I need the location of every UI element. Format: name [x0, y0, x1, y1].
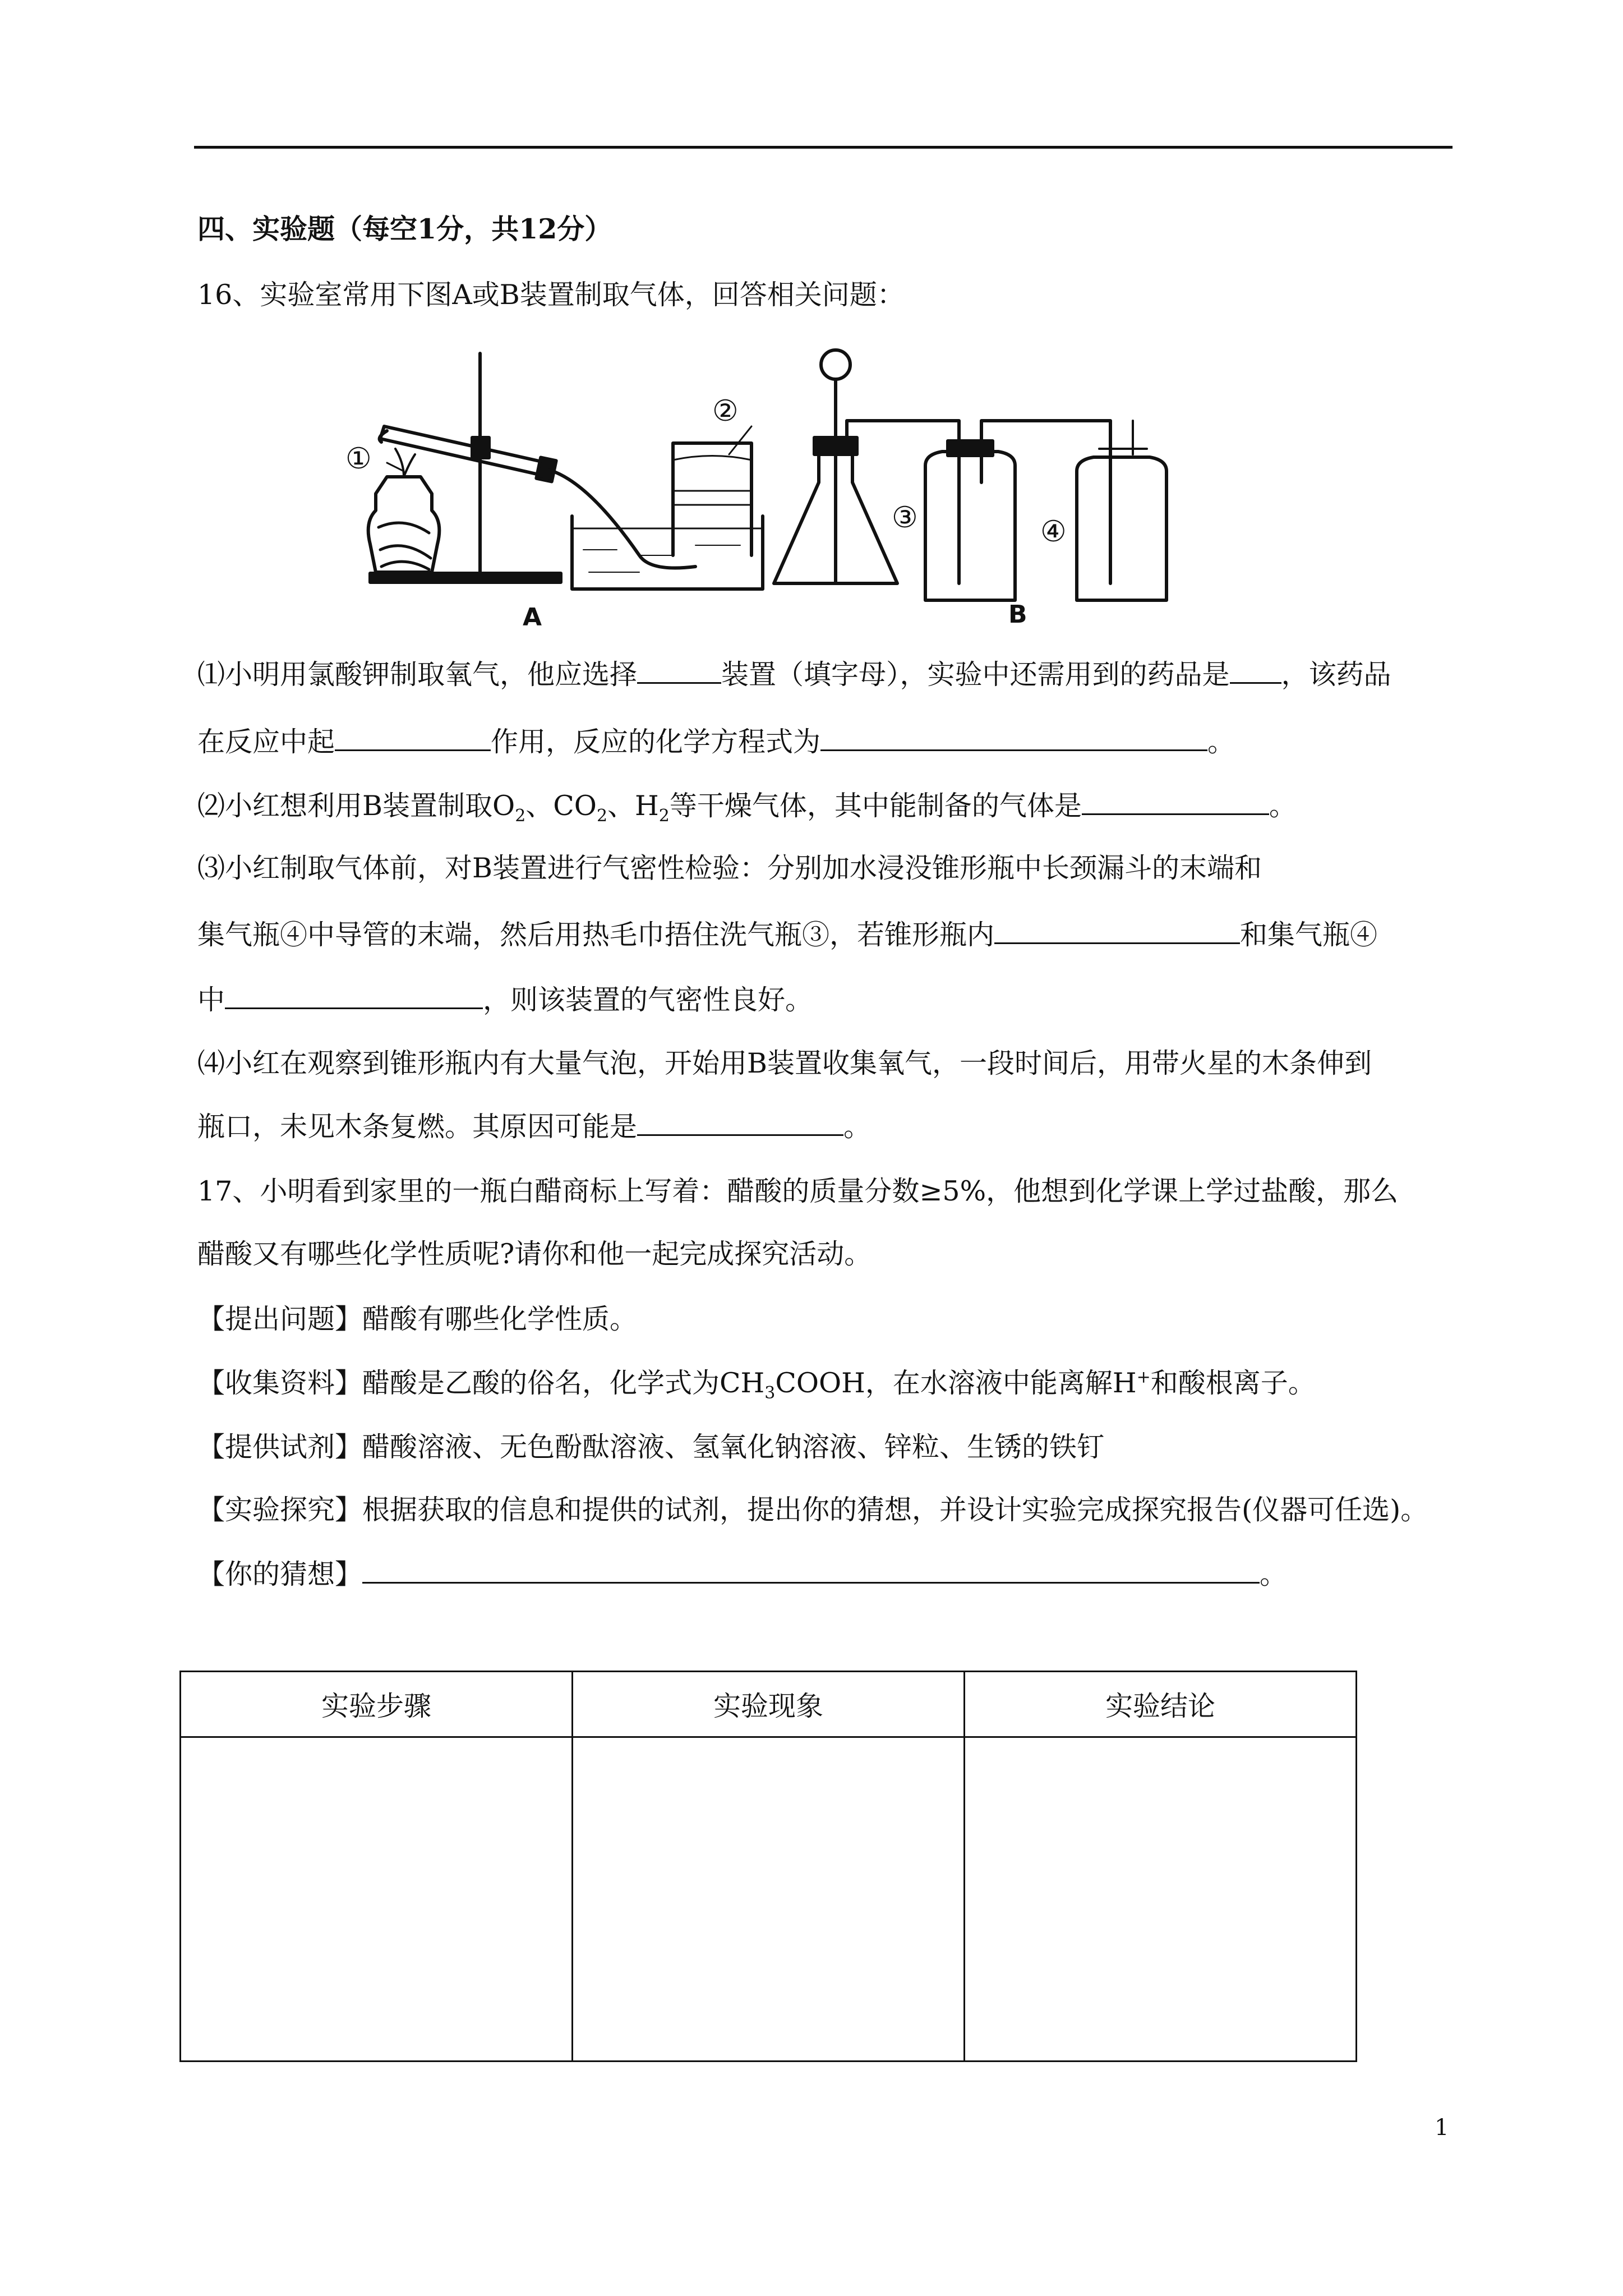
q16-part3-line3: 中 ，则该装置的气密性良好。: [197, 984, 813, 1016]
q16-stem: 16、实验室常用下图A或B装置制取气体，回答相关问题：: [197, 279, 905, 311]
header-steps: 实验步骤: [181, 1672, 573, 1737]
answer-blank[interactable]: [637, 657, 721, 684]
answer-blank[interactable]: [335, 725, 491, 751]
marker-1: ①: [345, 442, 372, 476]
marker-2: ②: [712, 394, 739, 428]
answer-blank[interactable]: [637, 1110, 843, 1136]
answer-blank[interactable]: [994, 918, 1240, 944]
marker-3: ③: [892, 501, 918, 535]
table-row: [181, 1737, 1357, 2062]
guess-blank[interactable]: [362, 1557, 1260, 1584]
steps-cell[interactable]: [181, 1737, 573, 2062]
q17-reagents: 【提供试剂】醋酸溶液、无色酚酞溶液、氢氧化钠溶液、锌粒、生锈的铁钉: [197, 1431, 1105, 1463]
answer-blank[interactable]: [1230, 657, 1281, 684]
q17-line2: 醋酸又有哪些化学性质呢?请你和他一起完成探究活动。: [197, 1238, 872, 1270]
q17-guess: 【你的猜想】 。: [197, 1558, 1288, 1590]
q17-info: 【收集资料】醋酸是乙酸的俗名，化学式为$CH_3COOH$，在水溶液中能离解H+和酸根离子。: [197, 1367, 1316, 1403]
water-trough: [572, 516, 763, 589]
wash-bottle: [925, 452, 1015, 600]
q16-part3-line1: ⑶小红制取气体前，对B装置进行气密性检验：分别加水浸没锥形瓶中长颈漏斗的末端和: [197, 852, 1262, 884]
q17-question: 【提出问题】醋酸有哪些化学性质。: [197, 1303, 638, 1335]
q16-part4-line1: ⑷小红在观察到锥形瓶内有大量气泡，开始用B装置收集氧气，一段时间后，用带火星的木条伸到: [197, 1047, 1372, 1079]
q16-part1-line2: 在反应中起 作用，反应的化学方程式为 。: [197, 726, 1235, 758]
page-number: 1: [1435, 2115, 1449, 2141]
tube-2: [981, 421, 1110, 460]
q17-explore: 【实验探究】根据获取的信息和提供的试剂，提出你的猜想，并设计实验完成探究报告(仪器可任选)。: [197, 1494, 1428, 1526]
header-phenomena: 实验现象: [573, 1672, 965, 1737]
apparatus-figure: [325, 342, 1178, 634]
label-a: A: [523, 603, 542, 632]
funnel-bulb: [821, 350, 850, 379]
marker-4: ④: [1040, 515, 1067, 549]
gas-collecting-bottle: [1077, 457, 1166, 600]
report-table: [179, 1671, 1357, 2062]
stand-base: [370, 573, 561, 582]
header-rule: [194, 146, 1453, 149]
label-b: B: [1008, 600, 1027, 629]
collection-jar: [673, 443, 751, 555]
answer-blank[interactable]: [225, 983, 483, 1009]
q16-part3-line2: 集气瓶④中导管的末端，然后用热毛巾捂住洗气瓶③，若锥形瓶内 和集气瓶④: [197, 919, 1378, 951]
table-header-row: [181, 1672, 1357, 1737]
q17-line1: 17、小明看到家里的一瓶白醋商标上写着：醋酸的质量分数≥5%，他想到化学课上学过盐酸，那么: [197, 1175, 1399, 1207]
conclusion-cell[interactable]: [965, 1737, 1357, 2062]
test-tube: [380, 426, 547, 476]
answer-blank[interactable]: [820, 725, 1207, 751]
q16-part4-line2: 瓶口，未见木条复燃。其原因可能是 。: [197, 1111, 872, 1143]
section-title: 四、实验题（每空1分，共12分）: [197, 213, 612, 245]
phenomena-cell[interactable]: [573, 1737, 965, 2062]
q16-part2: ⑵小红想利用B装置制取$O_2$、$CO_2$、$H_2$等干燥气体，其中能制备的气体是 。: [197, 790, 1297, 826]
answer-blank[interactable]: [1082, 789, 1269, 815]
q16-part1-line1: ⑴小明用氯酸钾制取氧气，他应选择 装置（填字母），实验中还需用到的药品是 ，该药品: [197, 659, 1391, 691]
header-conclusion: 实验结论: [965, 1672, 1357, 1737]
